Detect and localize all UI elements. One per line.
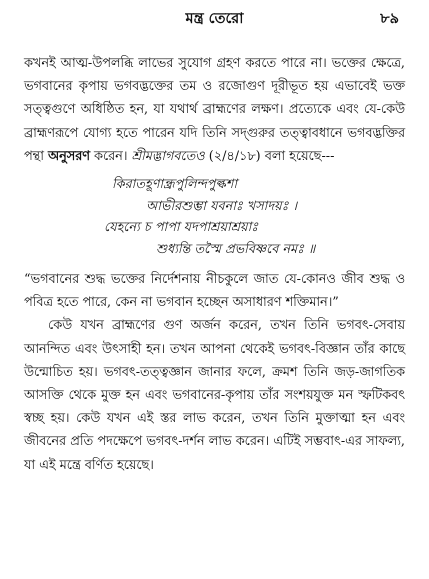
paragraph-1-text-a: কখনই আত্ম-উপলব্ধি লাভের সুযোগ গ্রহণ করতে পারে না। ভক্তের ক্ষেত্রে, ভগবানের কৃপায় ভগবদ্ভক্তের তম ও রজোগুণ দূরীভূত হয় এভাবেই ভক্ত সত্ত্বগুণে অধিষ্ঠিত হন, যা যথার্থ ব্রাহ্মণের লক্ষণ। প্রত্যেকে এবং যে-কেউ ব্রাহ্মণরূপে যোগ্য হতে পারেন যদি তিনি সদ্গুরুর তত্ত্বাবধানে ভগবদ্ভক্তির পন্থা — [24, 56, 405, 164]
paragraph-1-text-c: (২/৪/১৮) বলা হয়েছে--- — [208, 148, 335, 164]
paragraph-2: কেউ যখন ব্রাহ্মণের গুণ অর্জন করেন, তখন তিনি ভগবৎ-সেবায় আনন্দিত এবং উৎসাহী হন। তখন আপনা থেকেই ভগবৎ-বিজ্ঞান তাঁর কাছে উন্মোচিত হয়। ভগবৎ-তত্ত্বজ্ঞান জানার ফলে, ক্রমশ তিনি জড়-জাগতিক আসক্তি থেকে মুক্ত হন এবং ভগবানের-কৃপায় তাঁর সংশয়যুক্ত মন স্ফটিকবৎ স্বচ্ছ হয়। কেউ যখন এই স্তর লাভ করেন, তখন তিনি মুক্তাত্মা হন এবং জীবনের প্রতি পদক্ষেপে ভগবৎ-দর্শন লাভ করেন। এটিই সম্ভবাৎ-এর সাফল্য, যা এই মন্ত্রে বর্ণিত হয়েছে। — [24, 318, 405, 473]
page-number: ৮৯ — [380, 10, 399, 27]
verse-line-2: আভীরশুম্ভা যবনাঃ খসাদয়ঃ । — [146, 198, 298, 214]
paragraph-1-bold-phrase: অনুসরণ — [48, 148, 90, 164]
chapter-title: মন্ত্র তেরো — [185, 10, 244, 27]
sanskrit-verse — [24, 174, 405, 260]
verse-line-3: যেহন্যে চ পাপা যদপাশ্রয়াশ্রয়াঃ — [104, 220, 259, 236]
page-header — [24, 8, 405, 30]
verse-translation: “ভগবানের শুদ্ধ ভক্তের নির্দেশনায় নীচকুলে জাত যে-কোনও জীব শুদ্ধ ও পবিত্র হতে পারে, কেন না ভগবান হচ্ছেন অসাধারণ শক্তিমান।” — [24, 272, 405, 311]
page-body — [24, 52, 405, 477]
verse-line-1: কিরাতহূণান্ধ্রপুলিন্দপুল্কশা — [112, 177, 238, 193]
verse-line-4: শুধ্যন্তি তস্মৈ প্রভবিষ্ণবে নমঃ ॥ — [156, 241, 316, 257]
source-reference: শ্রীমদ্ভাগবতেও — [131, 148, 205, 164]
paragraph-1 — [24, 52, 405, 168]
paragraph-1-text-b: করেন। — [89, 148, 128, 164]
